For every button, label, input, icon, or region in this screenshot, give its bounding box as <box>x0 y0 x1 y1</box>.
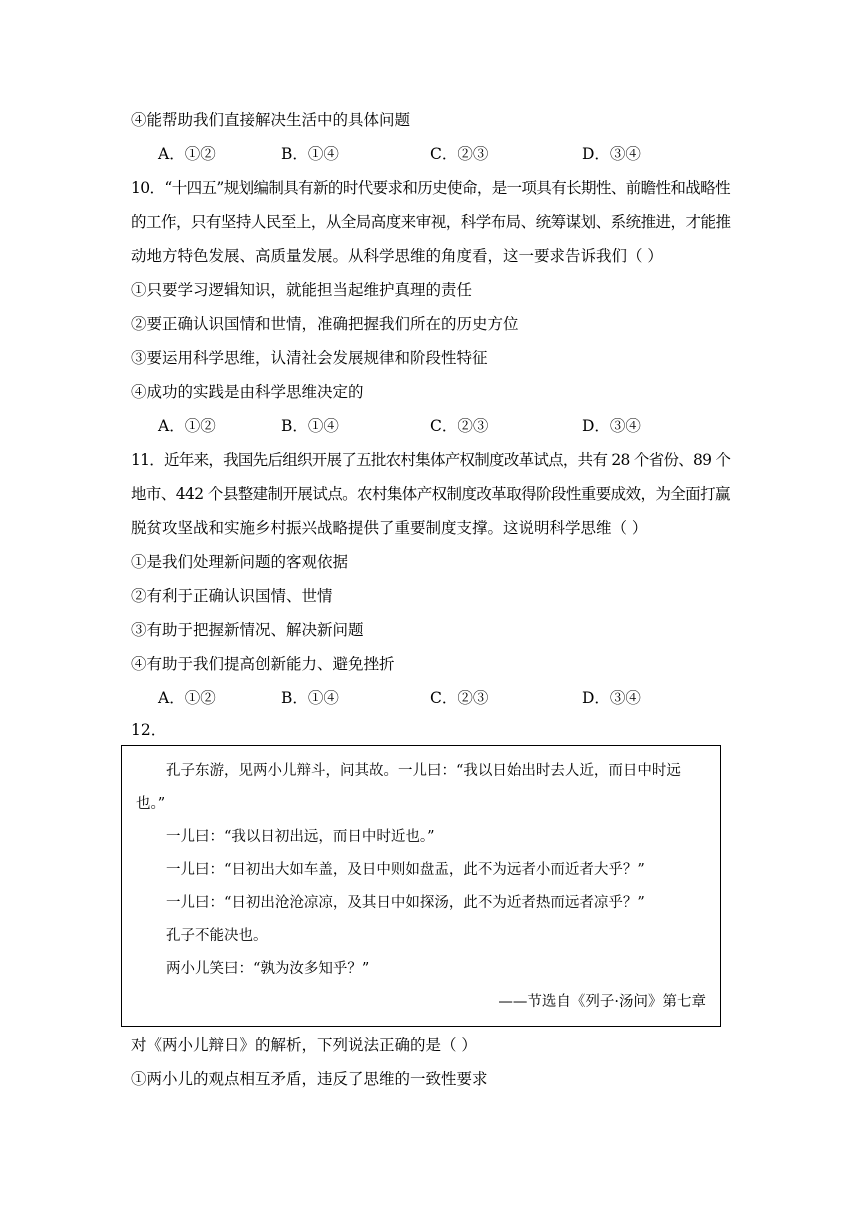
q12-passage-box <box>121 745 721 1027</box>
q10-stem-line-3: 动地方特色发展、高质量发展。从科学思维的角度看，这一要求告诉我们（ ） <box>131 247 663 265</box>
q10-item-1: ①只要学习逻辑知识，就能担当起维护真理的责任 <box>131 281 473 299</box>
q12-question: 对《两小儿辩日》的解析，下列说法正确的是（ ） <box>131 1036 477 1054</box>
q11-options <box>158 691 718 711</box>
q11-item-2: ②有利于正确认识国情、世情 <box>131 587 333 605</box>
q9-option-c: C．②③ <box>430 145 489 163</box>
q9-option-b: B．①④ <box>281 145 339 163</box>
q10-item-3: ③要运用科学思维，认清社会发展规律和阶段性特征 <box>131 349 488 367</box>
passage-line-1: 孔子东游，见两小儿辩斗，问其故。一儿曰：“我以日始出时去人近，而日中时远 <box>166 763 681 779</box>
passage-line-6: 孔子不能决也。 <box>166 928 268 944</box>
q11-stem-line-2: 地市、442 个县整建制开展试点。农村集体产权制度改革取得阶段性重要成效，为全面打赢 <box>131 485 730 503</box>
q10-option-d: D．③④ <box>582 417 641 435</box>
q10-option-b: B．①④ <box>281 417 339 435</box>
q10-stem-line-2: 的工作，只有坚持人民至上，从全局高度来审视，科学布局、统筹谋划、系统推进，才能推 <box>131 213 731 231</box>
q11-option-b: B．①④ <box>281 689 339 707</box>
passage-line-5: 一儿曰：“日初出沧沧凉凉，及其日中如探汤，此不为近者热而远者凉乎？” <box>166 895 645 911</box>
q10-option-a: A．①② <box>158 417 216 435</box>
q9-options <box>158 147 718 167</box>
q11-option-d: D．③④ <box>582 689 641 707</box>
q9-option-a: A．①② <box>158 145 216 163</box>
q11-item-4: ④有助于我们提高创新能力、避免挫折 <box>131 655 395 673</box>
q10-option-c: C．②③ <box>430 417 489 435</box>
passage-line-4: 一儿曰：“日初出大如车盖，及日中则如盘盂，此不为远者小而近者大乎？” <box>166 862 645 878</box>
passage-line-7: 两小儿笑曰：“孰为汝多知乎？” <box>166 961 370 977</box>
q11-item-1: ①是我们处理新问题的客观依据 <box>131 553 349 571</box>
q10-stem-line-1: 10．“十四五”规划编制具有新的时代要求和历史使命，是一项具有长期性、前瞻性和战略性 <box>131 179 730 197</box>
q11-stem-line-1: 11．近年来，我国先后组织开展了五批农村集体产权制度改革试点，共有 28 个省份、89 个 <box>131 451 731 469</box>
q11-option-c: C．②③ <box>430 689 489 707</box>
passage-source: ——节选自《列子·汤问》第七章 <box>498 994 706 1010</box>
q12-number: 12． <box>131 721 167 739</box>
q10-item-2: ②要正确认识国情和世情，准确把握我们所在的历史方位 <box>131 315 519 333</box>
passage-line-2: 也。” <box>136 796 166 812</box>
q11-stem-line-3: 脱贫攻坚战和实施乡村振兴战略提供了重要制度支撑。这说明科学思维（ ） <box>131 519 648 537</box>
q11-option-a: A．①② <box>158 689 216 707</box>
q9-item-4: ④能帮助我们直接解决生活中的具体问题 <box>131 111 411 129</box>
passage-line-3: 一儿曰：“我以日初出远，而日中时近也。” <box>166 829 435 845</box>
q11-item-3: ③有助于把握新情况、解决新问题 <box>131 621 364 639</box>
q10-options <box>158 419 718 439</box>
q10-item-4: ④成功的实践是由科学思维决定的 <box>131 383 364 401</box>
q9-option-d: D．③④ <box>582 145 641 163</box>
q12-item-1: ①两小儿的观点相互矛盾，违反了思维的一致性要求 <box>131 1070 488 1088</box>
